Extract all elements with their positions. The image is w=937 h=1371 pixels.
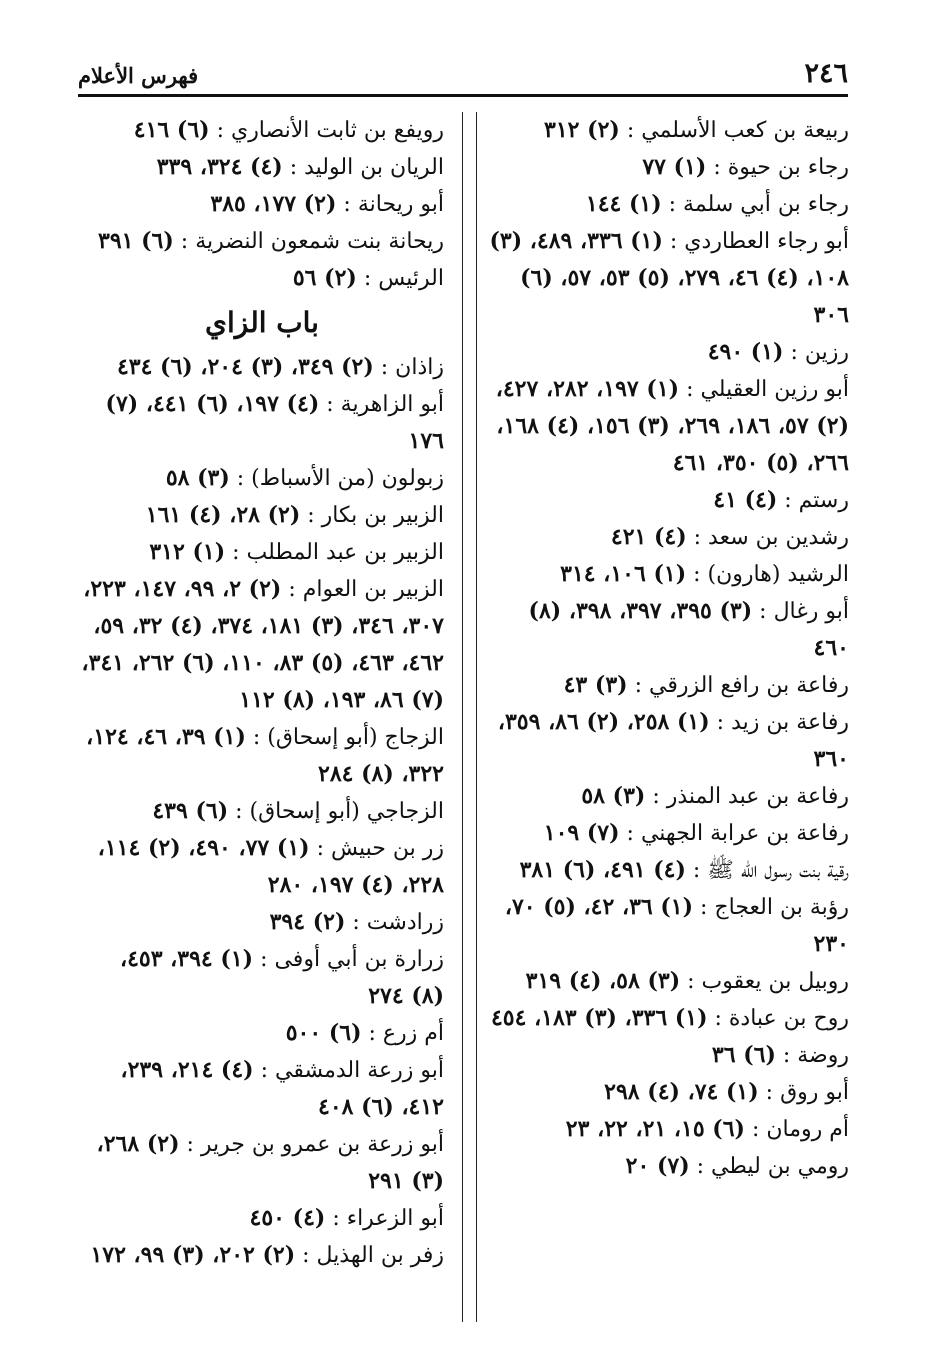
entry-references: (٤) ٣٢٤، ٣٣٩ <box>156 154 283 180</box>
index-entry <box>487 149 849 186</box>
entry-references: (١) ١٠٦، ٣١٤ <box>560 561 687 587</box>
index-entry <box>487 334 849 371</box>
index-entry <box>80 1237 444 1274</box>
entry-name: رفاعة بن عرابة الجهني : <box>626 821 849 846</box>
entry-references: (٢) ٣٩٤ <box>269 909 346 935</box>
entry-name: أم زرع : <box>368 1021 444 1046</box>
index-entry <box>80 534 444 571</box>
section-heading: باب الزاي <box>205 306 319 339</box>
left-column-entries-bottom <box>80 349 444 1274</box>
entry-references: (٧) ٢٠ <box>625 1153 690 1179</box>
entry-name: الريان بن الوليد : <box>289 155 444 180</box>
entry-references: (٣) ٤٣ <box>563 672 628 698</box>
index-entry <box>487 1000 849 1037</box>
entry-references: (١) ١٤٤ <box>585 191 662 217</box>
entry-references: (٤) ٤٥٠ <box>249 1205 326 1231</box>
entry-name: أم رومان : <box>751 1117 849 1142</box>
entry-references: (٦) ٣٦ <box>711 1042 776 1068</box>
entry-name: أبو رزين العقيلي : <box>686 377 849 402</box>
entry-references: (١) ٣٦، ٤٢، (٥) ٧٠، ٢٣٠ <box>504 894 849 957</box>
entry-references: (٦) ٤٣٩ <box>152 798 229 824</box>
entry-references: (٢) ٣٤٩، (٣) ٢٠٤، (٦) ٤٣٤ <box>116 354 374 380</box>
entry-references: (٢) ٢، ٩٩، ١٤٧، ٢٢٣، ٣٠٧، ٣٤٦، (٣) ١٨١، ٣٧٤، (٤) ٣٢، ٥٩، ٤٦٢، ٤٦٣، (٥) ٨٣، ١١٠، (٦) ٢٦٢، ٣٤١، (٧) ٨٦، ١٩٣، (٨) ١١٢ <box>81 576 444 713</box>
entry-name: زر بن حبيش : <box>316 836 444 861</box>
index-entry <box>80 1052 444 1126</box>
entry-references: (٦) ١٥، ٢١، ٢٢، ٢٣ <box>565 1116 745 1142</box>
entry-name: زبولون (من الأسباط) : <box>236 466 444 491</box>
index-entry <box>80 112 444 149</box>
entry-name: أبو روق : <box>765 1080 849 1105</box>
entry-references: (١) ٣١٢ <box>149 539 226 565</box>
index-entry <box>80 1015 444 1052</box>
entry-name: ريحانة بنت شمعون النضرية : <box>180 229 444 254</box>
entry-name: رؤبة بن العجاج : <box>700 895 849 920</box>
entry-references: (١) ٤٩٠ <box>707 339 784 365</box>
entry-name: الزبير بن عبد المطلب : <box>232 540 444 565</box>
entry-name: رشدين بن سعد : <box>693 525 849 550</box>
entry-references: (٧) ١٠٩ <box>543 820 620 846</box>
entry-references: (٤) ١٩٧، (٦) ٤٤١، (٧) ١٧٦ <box>105 391 444 454</box>
entry-name: رويفع بن ثابت الأنصاري : <box>216 118 444 143</box>
page-header <box>78 56 848 96</box>
entry-references: (٢) ٢٦٨، (٣) ٢٩١ <box>96 1131 444 1194</box>
entry-name: روح بن عبادة : <box>714 1006 849 1031</box>
entry-references: (١) ١٩٧، ٢٨٢، ٤٢٧، (٢) ٥٧، ١٨٦، ٢٦٩، (٣) ١٥٦، (٤) ١٦٨، ٢٦٦، (٥) ٣٥٠، ٤٦١ <box>495 376 849 476</box>
entry-name: روبيل بن يعقوب : <box>687 969 849 994</box>
entry-references: (٤) ٤١ <box>713 487 778 513</box>
index-entry <box>487 1037 849 1074</box>
index-entry <box>487 963 849 1000</box>
entry-references: (١) ٧٧، ٤٩٠، (٢) ١١٤، ٢٢٨، (٤) ١٩٧، ٢٨٠ <box>97 835 444 898</box>
entry-references: (٣) ٣٩٥، ٣٩٧، ٣٩٨، (٨) ٤٦٠ <box>528 598 849 661</box>
index-entry <box>80 186 444 223</box>
index-entry <box>487 852 849 889</box>
entry-name: رفاعة بن زيد : <box>716 710 849 735</box>
entry-name: رقية بنت رسول الله ﷺ : <box>692 858 849 883</box>
entry-references: (١) ٣٣٦، ٤٨٩، (٣) ١٠٨، (٤) ٤٦، ٢٧٩، (٥) ٥٣، ٥٧، (٦) ٣٠٦ <box>489 228 849 328</box>
index-entry <box>80 460 444 497</box>
index-entry <box>80 349 444 386</box>
page-number: ٢٤٦ <box>804 58 848 89</box>
index-entry <box>80 386 444 460</box>
index-entry <box>80 941 444 1015</box>
index-entry <box>80 904 444 941</box>
entry-references: (٢) ١٧٧، ٣٨٥ <box>210 191 337 217</box>
index-entry <box>487 556 849 593</box>
entry-name: رومي بن ليطي : <box>696 1154 849 1179</box>
entry-name: الزبير بن العوام : <box>288 577 444 602</box>
column-divider <box>462 112 463 1322</box>
entry-name: الرئيس : <box>363 266 444 291</box>
entry-name: أبو رجاء العطاردي : <box>669 229 849 254</box>
entry-references: (٦) ٤١٦ <box>133 117 210 143</box>
entry-references: (١) ٣٩٤، ٤٥٣، (٨) ٢٧٤ <box>119 946 444 1009</box>
index-entry <box>80 571 444 719</box>
entry-references: (١) ٣٣٦، (٣) ١٨٣، ٤٥٤ <box>490 1005 708 1031</box>
entry-references: (٣) ٥٨ <box>165 465 230 491</box>
entry-references: (٤) ٤٩١، (٦) ٣٨١ <box>519 857 686 883</box>
entry-name: رفاعة بن عبد المنذر : <box>652 784 849 809</box>
header-rule <box>78 94 848 97</box>
entry-references: (١) ٧٤، (٤) ٢٩٨ <box>604 1079 759 1105</box>
index-entry <box>80 223 444 260</box>
entry-name: الزجاجي (أبو إسحاق) : <box>235 799 444 824</box>
column-divider <box>476 112 477 1322</box>
entry-name: الزبير بن بكار : <box>307 503 444 528</box>
entry-name: أبو الزعراء : <box>332 1206 444 1231</box>
entry-references: (٢) ٣١٢ <box>544 117 620 143</box>
entry-name: أبو زرعة الدمشقي : <box>260 1058 444 1083</box>
index-entry <box>80 1200 444 1237</box>
index-entry <box>80 497 444 534</box>
entry-name: الرشيد (هارون) : <box>693 562 849 587</box>
entry-references: (١) ٣٩، ٤٦، ١٢٤، ٣٢٢، (٨) ٢٨٤ <box>86 724 444 787</box>
entry-references: (٤) ٢١٤، ٢٣٩، ٤١٢، (٦) ٤٠٨ <box>120 1057 444 1120</box>
entry-name: زاذان : <box>380 355 444 380</box>
entry-references: (٢) ٥٦ <box>292 265 357 291</box>
index-entry <box>80 149 444 186</box>
entry-name: أبو الزاهرية : <box>326 392 444 417</box>
index-entry <box>80 793 444 830</box>
index-entry <box>487 593 849 667</box>
left-column-entries-top <box>80 112 444 297</box>
index-entry <box>80 1126 444 1200</box>
entry-references: (١) ٧٧ <box>642 154 707 180</box>
index-entry <box>487 482 849 519</box>
entry-references: (٢) ٢٨، (٤) ١٦١ <box>145 502 301 528</box>
entry-name: روضة : <box>782 1043 849 1068</box>
index-entry <box>487 1148 849 1185</box>
running-title: فهرس الأعلام <box>78 63 199 88</box>
index-entry <box>80 719 444 793</box>
entry-name: رستم : <box>784 488 849 513</box>
left-column <box>80 112 444 1274</box>
entry-references: (٤) ٤٢١ <box>610 524 687 550</box>
index-entry <box>487 112 849 149</box>
entry-name: أبو رغال : <box>759 599 849 624</box>
index-entry <box>487 223 849 334</box>
entry-name: ربيعة بن كعب الأسلمي : <box>626 118 849 143</box>
index-entry <box>487 1111 849 1148</box>
index-entry <box>487 667 849 704</box>
entry-name: أبو زرعة بن عمرو بن جرير : <box>186 1132 444 1157</box>
entry-references: (٦) ٣٩١ <box>98 228 174 254</box>
index-entry <box>487 778 849 815</box>
index-entry <box>487 889 849 963</box>
entry-name: زرارة بن أبي أوفى : <box>260 947 444 972</box>
index-entry <box>487 371 849 482</box>
entry-name: رزين : <box>790 340 849 365</box>
entry-references: (٢) ٢٠٢، (٣) ٩٩، ١٧٢ <box>90 1242 296 1268</box>
index-entry <box>487 704 849 778</box>
index-entry <box>80 830 444 904</box>
right-column <box>487 112 849 1185</box>
entry-name: الزجاج (أبو إسحاق) : <box>252 725 444 750</box>
entry-references: (٦) ٥٠٠ <box>285 1020 362 1046</box>
index-entry <box>487 1074 849 1111</box>
index-entry <box>487 186 849 223</box>
entry-references: (٣) ٥٨ <box>581 783 646 809</box>
entry-name: زفر بن الهذيل : <box>302 1243 444 1268</box>
entry-references: (٣) ٥٨، (٤) ٣١٩ <box>525 968 681 994</box>
index-entry <box>80 260 444 297</box>
entry-name: رفاعة بن رافع الزرقي : <box>634 673 849 698</box>
entry-name: أبو ريحانة : <box>343 192 444 217</box>
entry-references: (١) ٢٥٨، (٢) ٨٦، ٣٥٩، ٣٦٠ <box>497 709 849 772</box>
entry-name: رجاء بن حيوة : <box>713 155 849 180</box>
index-entry <box>487 815 849 852</box>
entry-name: زرادشت : <box>352 910 444 935</box>
index-entry <box>487 519 849 556</box>
entry-name: رجاء بن أبي سلمة : <box>668 192 849 217</box>
